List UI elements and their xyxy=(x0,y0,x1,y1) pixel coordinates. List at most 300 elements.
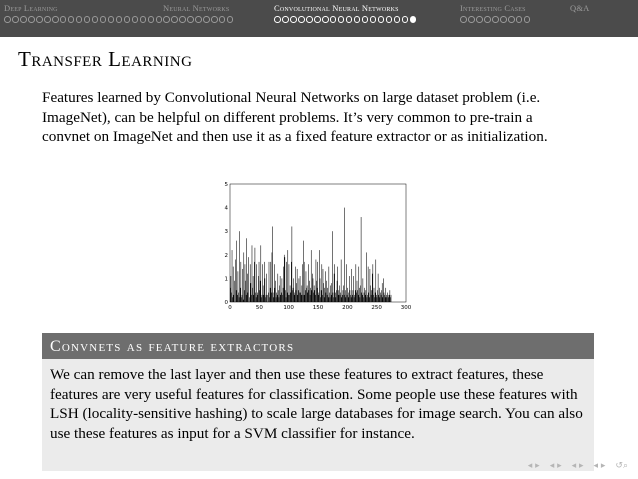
chart-bar xyxy=(328,297,329,302)
chart-bar xyxy=(331,295,332,302)
nav-slide-dot[interactable] xyxy=(4,16,11,23)
chart-bar xyxy=(333,293,334,302)
chart-bar xyxy=(283,288,284,302)
nav-slide-dot[interactable] xyxy=(410,16,417,23)
nav-slide-dot[interactable] xyxy=(116,16,123,23)
chart-bar xyxy=(272,252,273,302)
nav-slide-dot[interactable] xyxy=(290,16,297,23)
chart-bar xyxy=(315,295,316,302)
nav-slide-dot[interactable] xyxy=(163,16,170,23)
chart-bar xyxy=(238,271,239,302)
chart-bar xyxy=(317,262,318,302)
chart-bar xyxy=(354,297,355,302)
chart-bar xyxy=(268,293,269,302)
chart-bar xyxy=(365,290,366,302)
chart-bar xyxy=(262,264,263,302)
nav-slide-dot[interactable] xyxy=(306,16,313,23)
chart-bar xyxy=(375,260,376,302)
chart-bar xyxy=(241,262,242,302)
chart-bar xyxy=(263,295,264,302)
chart-bar xyxy=(245,264,246,302)
chart-bar xyxy=(251,283,252,302)
nav-slide-dot[interactable] xyxy=(314,16,321,23)
chart-bar xyxy=(292,290,293,302)
chart-bar xyxy=(263,285,264,302)
chart-bar xyxy=(289,264,290,302)
nav-slide-dot[interactable] xyxy=(500,16,507,23)
chart-bar xyxy=(364,288,365,302)
chart-bar xyxy=(313,278,314,302)
chart-bar xyxy=(275,281,276,302)
chart-bar xyxy=(293,288,294,302)
chart-bar xyxy=(306,271,307,302)
chart-bar xyxy=(300,293,301,302)
chart-bar xyxy=(387,293,388,302)
chart-bar xyxy=(327,295,328,302)
chart-bar xyxy=(380,297,381,302)
chart-bar xyxy=(360,285,361,302)
nav-slide-dot[interactable] xyxy=(148,16,155,23)
chart-bar xyxy=(377,290,378,302)
nav-slide-dot[interactable] xyxy=(68,16,75,23)
chart-bar xyxy=(248,293,249,302)
chart-bar xyxy=(343,290,344,302)
chart-bar xyxy=(276,297,277,302)
chart-bar xyxy=(303,295,304,302)
chart-bar xyxy=(257,293,258,302)
chart-bar xyxy=(378,295,379,302)
chart-bar xyxy=(252,245,253,302)
nav-slide-dot[interactable] xyxy=(92,16,99,23)
chart-bar xyxy=(236,241,237,302)
nav-prev-frame-icon[interactable]: ◂ ▸ xyxy=(527,461,540,471)
chart-bar xyxy=(272,226,273,302)
chart-bar xyxy=(252,288,253,302)
chart-bar xyxy=(341,297,342,302)
chart-bar xyxy=(254,262,255,302)
chart-bar xyxy=(278,274,279,302)
chart-bar xyxy=(255,248,256,302)
chart-bar xyxy=(347,288,348,302)
nav-section-dots xyxy=(460,15,530,24)
chart-bar xyxy=(312,290,313,302)
chart-bar xyxy=(293,278,294,302)
chart-bar xyxy=(308,264,309,302)
chart-bar xyxy=(388,297,389,302)
chart-bar xyxy=(286,262,287,302)
chart-bar xyxy=(382,283,383,302)
y-tick-label: 2 xyxy=(224,252,228,259)
section-navigation-bar xyxy=(0,0,638,37)
chart-bar xyxy=(296,283,297,302)
nav-slide-dot[interactable] xyxy=(36,16,43,23)
y-tick-label: 4 xyxy=(224,205,228,212)
chart-bar xyxy=(366,252,367,302)
chart-bar xyxy=(350,295,351,302)
chart-bar xyxy=(307,285,308,302)
chart-bar xyxy=(378,274,379,302)
chart-bar xyxy=(239,297,240,302)
chart-bar xyxy=(279,285,280,302)
chart-bar xyxy=(245,281,246,302)
chart-bar xyxy=(278,290,279,302)
nav-slide-dot[interactable] xyxy=(211,16,218,23)
chart-bar xyxy=(326,293,327,302)
chart-bar xyxy=(260,281,261,302)
chart-bar xyxy=(243,252,244,302)
chart-bar xyxy=(347,295,348,302)
nav-slide-dot[interactable] xyxy=(84,16,91,23)
chart-bar xyxy=(291,262,292,302)
chart-bar xyxy=(346,264,347,302)
chart-bar xyxy=(299,293,300,302)
chart-bar xyxy=(366,295,367,302)
chart-bar xyxy=(247,274,248,302)
chart-bar xyxy=(282,295,283,302)
x-tick-label: 250 xyxy=(371,305,382,311)
chart-bar xyxy=(334,264,335,302)
frame-title: Transfer Learning xyxy=(18,47,193,71)
chart-bar xyxy=(265,297,266,302)
nav-slide-dot[interactable] xyxy=(484,16,491,23)
chart-bar xyxy=(339,285,340,302)
chart-bar xyxy=(362,295,363,302)
nav-section-3[interactable]: Interesting Cases xyxy=(460,3,526,13)
chart-bar xyxy=(371,290,372,302)
nav-slide-dot[interactable] xyxy=(282,16,289,23)
chart-bar xyxy=(312,274,313,302)
chart-bar xyxy=(352,295,353,302)
feature-activation-chart xyxy=(218,178,418,318)
nav-slide-dot[interactable] xyxy=(171,16,178,23)
chart-bar xyxy=(294,295,295,302)
chart-bar xyxy=(383,297,384,302)
chart-bar xyxy=(371,295,372,302)
chart-bar xyxy=(310,295,311,302)
chart-bar xyxy=(316,281,317,302)
chart-bar xyxy=(270,288,271,302)
chart-bar xyxy=(301,295,302,302)
chart-bar xyxy=(314,290,315,302)
nav-slide-dot[interactable] xyxy=(354,16,361,23)
chart-bar xyxy=(259,262,260,302)
chart-bar xyxy=(238,293,239,302)
chart-bar xyxy=(350,290,351,302)
chart-bar xyxy=(284,255,285,302)
nav-section-4[interactable]: Q&A xyxy=(570,3,590,13)
chart-bar xyxy=(369,297,370,302)
chart-bar xyxy=(367,297,368,302)
chart-bar xyxy=(286,297,287,302)
chart-bar xyxy=(300,276,301,302)
chart-bar xyxy=(320,278,321,302)
chart-bar xyxy=(241,297,242,302)
chart-bar xyxy=(274,264,275,302)
nav-slide-dot[interactable] xyxy=(203,16,210,23)
nav-section-1[interactable]: Neural Networks xyxy=(163,3,230,13)
y-tick-label: 1 xyxy=(224,276,228,283)
chart-bar xyxy=(261,297,262,302)
chart-bar xyxy=(334,274,335,302)
chart-bar xyxy=(376,295,377,302)
nav-slide-dot[interactable] xyxy=(219,16,226,23)
chart-bar xyxy=(349,297,350,302)
nav-slide-dot[interactable] xyxy=(124,16,131,23)
nav-slide-dot[interactable] xyxy=(100,16,107,23)
chart-bar xyxy=(317,288,318,302)
chart-bar xyxy=(232,250,233,302)
chart-bar xyxy=(343,285,344,302)
chart-bar xyxy=(270,262,271,302)
chart-bar xyxy=(305,290,306,302)
chart-bar xyxy=(237,295,238,302)
chart-bar xyxy=(322,264,323,302)
nav-slide-dot[interactable] xyxy=(516,16,523,23)
nav-slide-dot[interactable] xyxy=(378,16,385,23)
x-tick-label: 0 xyxy=(228,305,232,311)
chart-bar xyxy=(243,300,244,302)
chart-bar xyxy=(368,293,369,302)
chart-bar xyxy=(381,295,382,302)
nav-slide-dot[interactable] xyxy=(60,16,67,23)
chart-bar xyxy=(358,267,359,302)
chart-bar xyxy=(230,288,231,302)
chart-bar xyxy=(372,274,373,302)
chart-bar xyxy=(337,281,338,302)
nav-slide-dot[interactable] xyxy=(140,16,147,23)
chart-bar xyxy=(307,293,308,302)
chart-bar xyxy=(338,295,339,302)
nav-slide-dot[interactable] xyxy=(108,16,115,23)
nav-slide-dot[interactable] xyxy=(52,16,59,23)
nav-slide-dot[interactable] xyxy=(179,16,186,23)
chart-bar xyxy=(233,267,234,302)
chart-bar xyxy=(275,288,276,302)
chart-bar xyxy=(380,293,381,302)
nav-section-dots xyxy=(4,15,162,24)
chart-bar xyxy=(313,293,314,302)
chart-bar xyxy=(348,293,349,302)
chart-bar xyxy=(285,257,286,302)
chart-bar xyxy=(314,285,315,302)
chart-bar xyxy=(310,288,311,302)
nav-slide-dot[interactable] xyxy=(362,16,369,23)
x-tick-label: 50 xyxy=(255,305,263,311)
chart-bar xyxy=(320,297,321,302)
nav-slide-dot[interactable] xyxy=(12,16,19,23)
nav-slide-dot[interactable] xyxy=(298,16,305,23)
chart-bar xyxy=(273,297,274,302)
feature-activation-svg xyxy=(218,178,418,318)
chart-bar xyxy=(345,290,346,302)
chart-bar xyxy=(335,293,336,302)
nav-section-0[interactable]: Deep Learning xyxy=(4,3,58,13)
nav-slide-dot[interactable] xyxy=(44,16,51,23)
chart-bar xyxy=(333,297,334,302)
chart-bar xyxy=(359,288,360,302)
chart-bar xyxy=(258,276,259,302)
chart-bar xyxy=(354,295,355,302)
chart-bar xyxy=(280,295,281,302)
nav-search-icon[interactable]: ↺⌕ xyxy=(615,461,628,471)
chart-bar xyxy=(280,276,281,302)
y-tick-label: 3 xyxy=(224,229,228,236)
chart-bar xyxy=(295,267,296,302)
nav-slide-dot[interactable] xyxy=(468,16,475,23)
chart-bar xyxy=(255,293,256,302)
nav-slide-dot[interactable] xyxy=(156,16,163,23)
chart-bar xyxy=(363,297,364,302)
chart-bar xyxy=(248,257,249,302)
chart-bar xyxy=(265,278,266,302)
chart-bar xyxy=(262,295,263,302)
chart-bar xyxy=(326,281,327,302)
nav-prev-section-icon[interactable]: ◂ ▸ xyxy=(549,461,562,471)
chart-bar xyxy=(279,297,280,302)
chart-bar xyxy=(390,290,391,302)
chart-bar xyxy=(346,297,347,302)
nav-slide-dot[interactable] xyxy=(402,16,409,23)
chart-bar xyxy=(370,269,371,302)
chart-bar xyxy=(336,297,337,302)
x-tick-label: 150 xyxy=(312,305,324,311)
y-tick-label: 0 xyxy=(224,300,228,306)
chart-bar xyxy=(242,295,243,302)
chart-bar xyxy=(318,295,319,302)
chart-bar xyxy=(258,295,259,302)
nav-slide-dot[interactable] xyxy=(330,16,337,23)
chart-bar xyxy=(323,283,324,302)
chart-bar xyxy=(324,297,325,302)
chart-bar xyxy=(339,290,340,302)
nav-slide-dot[interactable] xyxy=(227,16,234,23)
chart-bar xyxy=(367,295,368,302)
x-tick-label: 300 xyxy=(400,305,412,311)
chart-bar xyxy=(342,295,343,302)
nav-slide-dot[interactable] xyxy=(508,16,515,23)
nav-slide-dot[interactable] xyxy=(370,16,377,23)
nav-slide-dot[interactable] xyxy=(476,16,483,23)
chart-bar xyxy=(266,274,267,302)
nav-slide-dot[interactable] xyxy=(460,16,467,23)
chart-bar xyxy=(385,288,386,302)
chart-bar xyxy=(297,295,298,302)
chart-bar xyxy=(292,226,293,302)
nav-slide-dot[interactable] xyxy=(187,16,194,23)
chart-bar xyxy=(361,293,362,302)
chart-bar xyxy=(267,295,268,302)
chart-bar xyxy=(344,208,345,302)
chart-bar xyxy=(281,293,282,302)
chart-bar xyxy=(384,295,385,302)
chart-bar xyxy=(259,290,260,302)
chart-bar xyxy=(370,285,371,302)
chart-bar xyxy=(235,260,236,302)
chart-bar xyxy=(387,297,388,302)
feature-extractor-block xyxy=(42,333,594,471)
chart-bar xyxy=(277,295,278,302)
nav-section-dots xyxy=(274,15,416,24)
chart-bar xyxy=(390,297,391,302)
nav-slide-dot[interactable] xyxy=(394,16,401,23)
chart-bar xyxy=(311,250,312,302)
chart-bar xyxy=(329,293,330,302)
nav-slide-dot[interactable] xyxy=(386,16,393,23)
chart-bar xyxy=(231,276,232,302)
nav-slide-dot[interactable] xyxy=(195,16,202,23)
chart-bar xyxy=(356,264,357,302)
chart-bar xyxy=(340,293,341,302)
chart-bar xyxy=(283,267,284,302)
nav-section-dots xyxy=(163,15,233,24)
chart-bar xyxy=(273,293,274,302)
nav-slide-dot[interactable] xyxy=(322,16,329,23)
chart-bar xyxy=(361,217,362,302)
chart-bar xyxy=(309,281,310,302)
block-title: Convnets as feature extractors xyxy=(42,333,594,359)
chart-bar xyxy=(269,262,270,302)
nav-slide-dot[interactable] xyxy=(76,16,83,23)
chart-bar xyxy=(321,290,322,302)
chart-bar xyxy=(309,290,310,302)
chart-bar xyxy=(368,267,369,302)
nav-prev-slide-icon[interactable]: ◂ ▸ xyxy=(593,461,606,471)
chart-bar xyxy=(383,278,384,302)
chart-bar xyxy=(253,276,254,302)
chart-bar xyxy=(287,293,288,302)
chart-bar xyxy=(384,293,385,302)
chart-bar xyxy=(236,290,237,302)
chart-bar xyxy=(316,260,317,302)
chart-bar xyxy=(340,295,341,302)
nav-slide-dot[interactable] xyxy=(274,16,281,23)
nav-slide-dot[interactable] xyxy=(338,16,345,23)
chart-bar xyxy=(298,290,299,302)
chart-bar xyxy=(303,241,304,302)
frame-body-text: Features learned by Convolutional Neural Networks on large dataset problem (i.e. ImageNet), can be helpful on different problems. It’s very common to pre-train a convnet on ImageNet and then use it as a fixed feature extractor or as initialization. xyxy=(42,89,548,145)
chart-bar xyxy=(357,290,358,302)
chart-bar xyxy=(374,297,375,302)
nav-slide-dot[interactable] xyxy=(20,16,27,23)
nav-slide-dot[interactable] xyxy=(132,16,139,23)
chart-bar xyxy=(379,288,380,302)
nav-slide-dot[interactable] xyxy=(346,16,353,23)
chart-bar xyxy=(319,293,320,302)
nav-slide-dot[interactable] xyxy=(28,16,35,23)
chart-bar xyxy=(351,297,352,302)
nav-slide-dot[interactable] xyxy=(492,16,499,23)
chart-bar xyxy=(285,290,286,302)
nav-section-2[interactable]: Convolutional Neural Networks xyxy=(274,3,399,13)
chart-bar xyxy=(385,297,386,302)
chart-bar xyxy=(322,295,323,302)
chart-bar xyxy=(373,295,374,302)
chart-bar xyxy=(386,295,387,302)
y-tick-label: 5 xyxy=(224,182,228,188)
chart-bar xyxy=(253,295,254,302)
chart-bar xyxy=(287,250,288,302)
nav-prev-subsection-icon[interactable]: ◂ ▸ xyxy=(571,461,584,471)
chart-bar xyxy=(377,297,378,302)
chart-bar xyxy=(388,295,389,302)
nav-slide-dot[interactable] xyxy=(524,16,531,23)
chart-bar xyxy=(234,281,235,302)
chart-bar xyxy=(353,276,354,302)
chart-bar xyxy=(234,295,235,302)
chart-bar xyxy=(244,290,245,302)
chart-bar xyxy=(246,238,247,302)
chart-bar xyxy=(295,293,296,302)
